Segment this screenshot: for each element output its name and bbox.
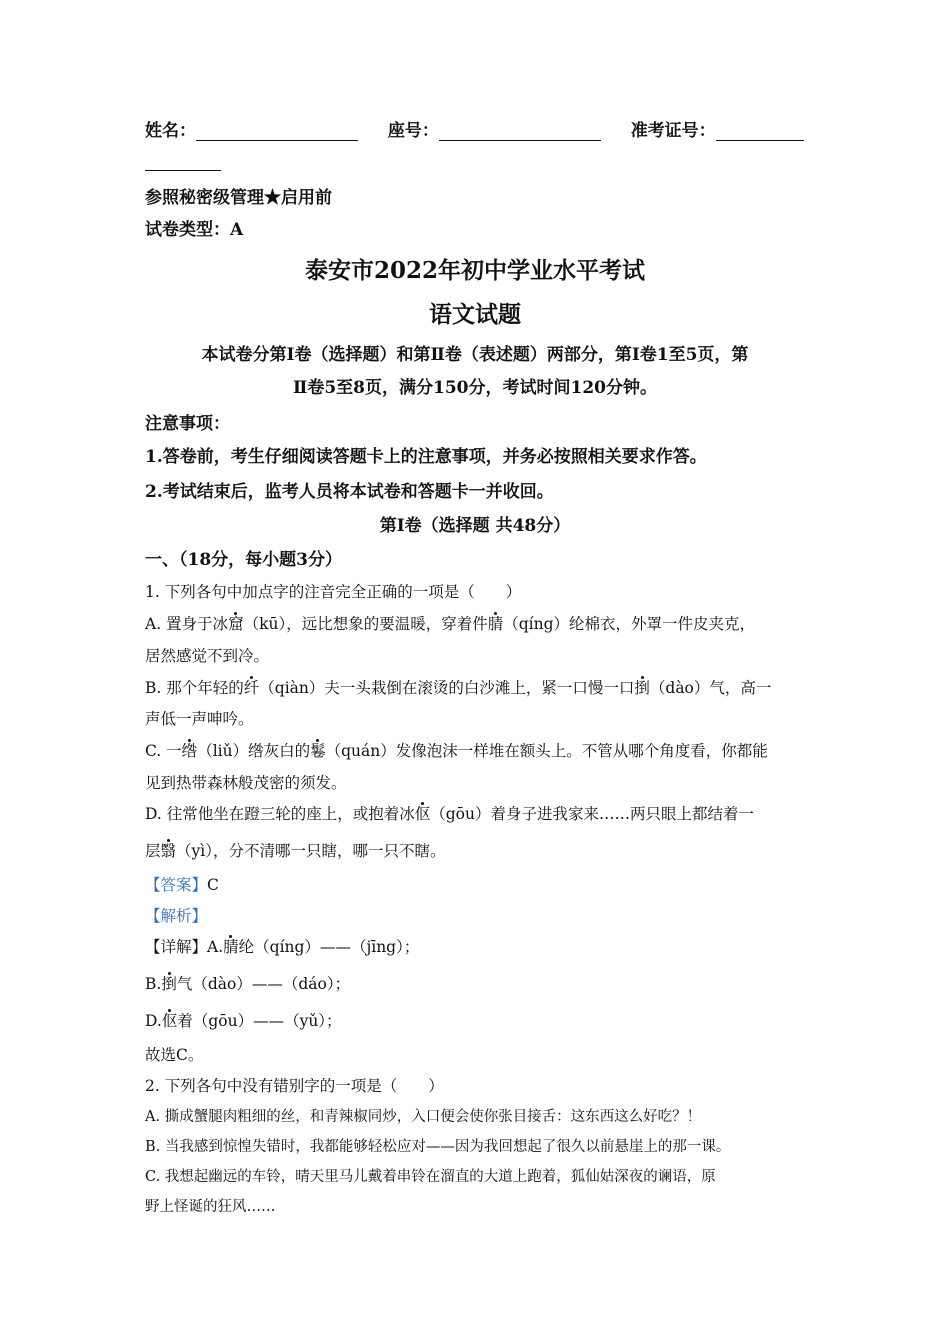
- header-fields: [145, 116, 805, 141]
- q1-option-d-line1: D. 往常他坐在蹬三轮的座上，或抱着冰伛（gōu）着身子进我家来……两只眼上都结着一: [145, 805, 754, 823]
- q1-analysis-tag: 【解析】: [145, 907, 208, 925]
- q2-option-b: B. 当我感到惊惶失错时，我都能够轻松应对——因为我回想起了很久以前悬崖上的那一课。: [145, 1139, 731, 1155]
- q1-detail-d: D.伛着（gōu）——（yǔ）；: [145, 1012, 342, 1030]
- answer-value: C: [207, 876, 219, 894]
- seat-label: 座号：: [387, 121, 439, 141]
- exam-id-blank-continued: [145, 152, 805, 171]
- q2-option-a: A. 撕成蟹腿肉粗细的丝，和青辣椒同炒，入口便会使你张目接舌：这东西这么好吃？！: [145, 1109, 702, 1125]
- emphasis-char: 腈: [487, 615, 504, 633]
- emphasis-char: 纤: [243, 679, 260, 697]
- q2-stem: 2. 下列各句中没有错别字的一项是（ ）: [145, 1077, 444, 1095]
- emphasis-char: 翳: [160, 842, 177, 860]
- q1-option-a-line1: A. 置身于冰窟（kū），远比想象的要温暖，穿着件腈（qíng）纶棉衣，外罩一件皮夹克，: [145, 615, 756, 633]
- answer-tag: 【答案】: [145, 876, 208, 894]
- emphasis-char: 绺: [181, 742, 198, 760]
- emphasis-char: 伛: [414, 805, 431, 823]
- q1-detail-a: 【详解】A.腈纶（qíng）——（jīng）；: [145, 938, 420, 956]
- name-blank: [196, 122, 358, 141]
- q1-detail-b: B.捯气（dào）——（dáo）；: [145, 975, 351, 993]
- name-label: 姓名：: [145, 121, 196, 141]
- exam-id-blank: [716, 122, 804, 141]
- intro-line-2: Ⅱ卷5至8页，满分150分，考试时间120分钟。: [293, 378, 657, 398]
- emphasis-char: 伛: [161, 1012, 178, 1030]
- exam-title: 泰安市2022年初中学业水平考试: [304, 257, 645, 284]
- part-heading: 一、（18分，每小题3分）: [145, 550, 342, 570]
- exam-id-label: 准考证号：: [630, 121, 716, 141]
- paper-type: 试卷类型：A: [145, 220, 244, 240]
- seat-blank: [439, 122, 601, 141]
- q1-stem: 1. 下列各句中加点字的注音完全正确的一项是（ ）: [145, 583, 522, 601]
- secrecy-level: 参照秘密级管理★启用前: [145, 188, 332, 208]
- section-heading: 第Ⅰ卷（选择题 共48分）: [379, 516, 571, 536]
- q1-option-c-line1: C. 一绺（liǔ）绺灰白的鬈（quán）发像泡沫一样堆在额头上。不管从哪个角度看，你都能: [145, 742, 768, 760]
- notes-item-1: 1.答卷前，考生仔细阅读答题卡上的注意事项，并务必按照相关要求作答。: [145, 447, 707, 467]
- q1-option-b-line2: 声低一声呻吟。: [145, 710, 254, 728]
- subject-title: 语文试题: [429, 301, 521, 328]
- intro-line-1: 本试卷分第Ⅰ卷（选择题）和第Ⅱ卷（表述题）两部分，第Ⅰ卷1至5页，第: [201, 345, 749, 365]
- emphasis-char: 腈: [223, 938, 239, 956]
- q1-option-a-line2: 居然感觉不到冷。: [145, 647, 270, 665]
- notes-item-2: 2.考试结束后，监考人员将本试卷和答题卡一并收回。: [145, 482, 554, 502]
- notes-heading: 注意事项：: [145, 414, 230, 434]
- q1-option-c-line2: 见到热带森林般茂密的须发。: [145, 774, 347, 792]
- q1-option-b-line1: B. 那个年轻的纤（qiàn）夫一头栽倒在滚烫的白沙滩上，紧一口慢一口捯（dào）气，高一: [145, 679, 772, 697]
- q1-answer: [145, 873, 805, 895]
- q1-option-d-line2: 层翳（yì），分不清哪一只瞎，哪一只不瞎。: [145, 842, 446, 860]
- q2-option-c-line1: C. 我想起幽远的车铃，晴天里马儿戴着串铃在溜直的大道上跑着，狐仙姑深夜的谰语，原: [145, 1169, 716, 1185]
- emphasis-char: 窟: [228, 615, 244, 633]
- q1-conclusion: 故选C。: [145, 1046, 204, 1064]
- detail-tag: 【详解】: [145, 938, 208, 956]
- emphasis-char: 捯: [634, 679, 650, 697]
- q2-option-c-line2: 野上怪诞的狂风……: [145, 1199, 276, 1215]
- emphasis-char: 捯: [161, 975, 177, 993]
- emphasis-char: 鬈: [310, 742, 326, 760]
